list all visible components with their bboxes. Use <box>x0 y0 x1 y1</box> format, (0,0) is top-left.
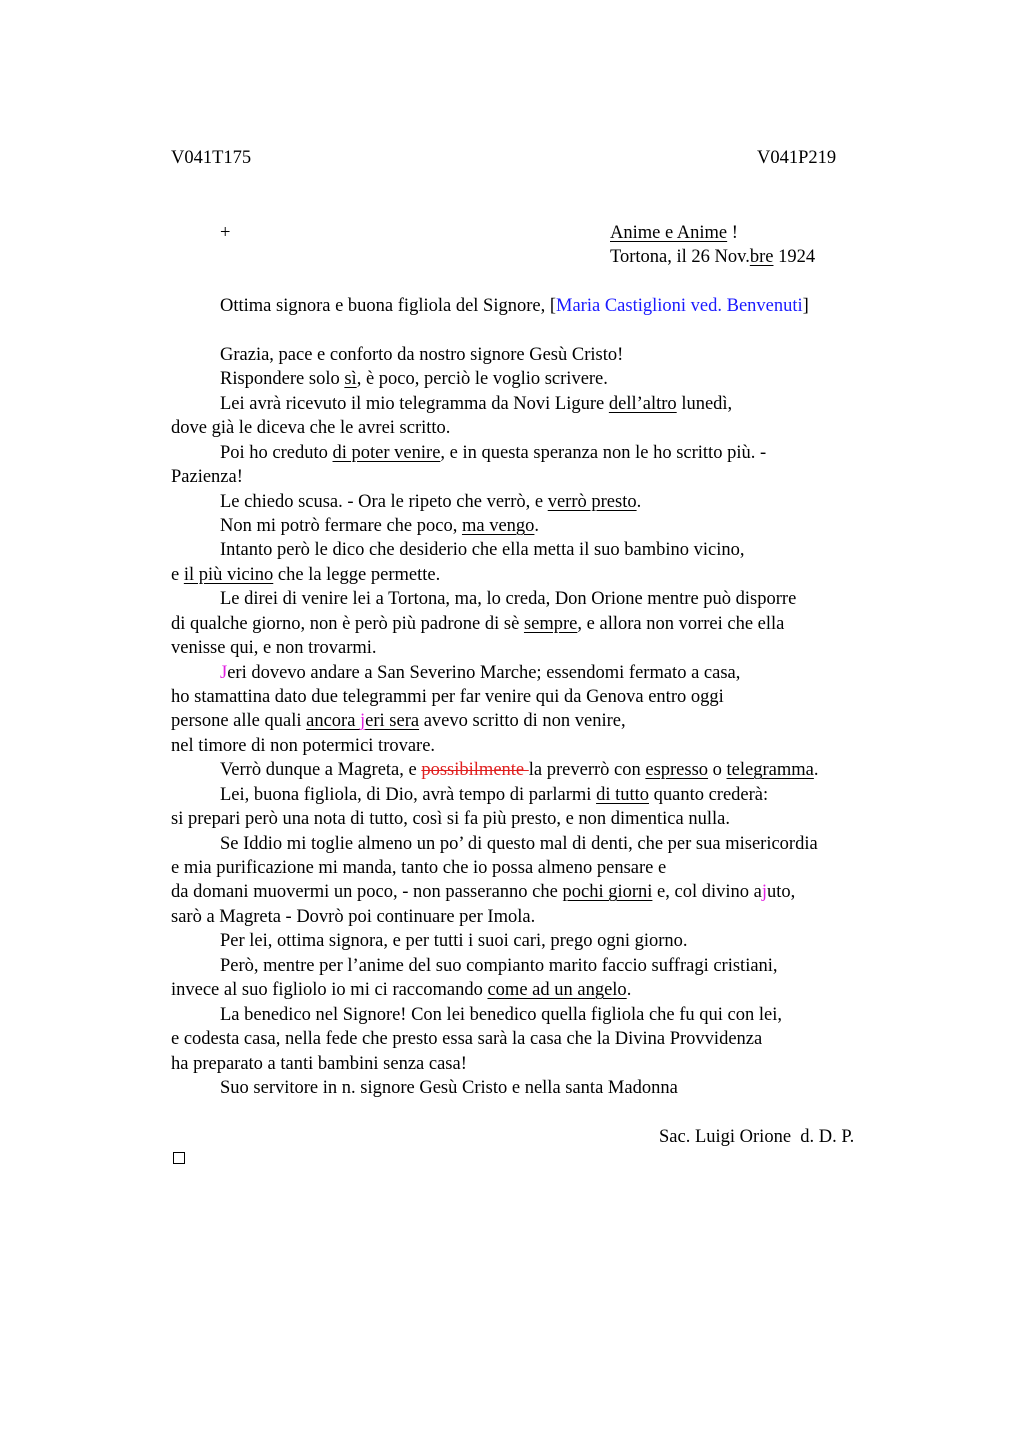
underlined-segment: come ad un angelo <box>487 980 627 1000</box>
text-segment: eri dovevo andare a San Severino Marche; essendomi fermato a casa, <box>227 663 741 683</box>
title-mark: ! <box>727 223 738 243</box>
text-segment: Poi ho creduto <box>220 443 333 463</box>
checkbox-square-icon <box>173 1152 185 1164</box>
body-line-15: ho stamattina dato due telegrammi per far venire qui da Genova entro oggi <box>171 687 724 707</box>
text-segment: Le chiedo scusa. - Ora le ripeto che verrò, e <box>220 492 548 512</box>
salutation-close: ] <box>802 296 809 316</box>
text-segment: da domani muovermi un poco, - non passeranno che <box>171 882 563 902</box>
body-line-6: Pazienza! <box>171 467 243 487</box>
salutation <box>220 294 809 318</box>
text-segment: . <box>636 492 642 512</box>
cross-mark: + <box>220 223 231 243</box>
underlined-segment: di tutto <box>596 785 649 805</box>
body-line-10 <box>171 563 440 587</box>
text-segment: quanto crederà: <box>649 785 769 805</box>
text-segment: persone alle quali <box>171 711 307 731</box>
correction-letter: j <box>360 711 366 731</box>
body-line-8 <box>220 514 539 538</box>
underlined-segment: eri sera <box>365 711 420 731</box>
date-post: 1924 <box>773 247 816 267</box>
text-segment: . <box>534 516 540 536</box>
text-segment: Non mi potrò fermare che poco, <box>220 516 462 536</box>
header-left-code: V041T175 <box>171 148 252 168</box>
body-line-28: La benedico nel Signore! Con lei benedico quella figliola che fu qui con lei, <box>220 1005 783 1025</box>
body-line-5 <box>220 441 766 465</box>
text-segment: la preverrò con <box>528 760 646 780</box>
body-line-17: nel timore di non potermici trovare. <box>171 736 436 756</box>
underlined-segment: sì <box>344 369 357 389</box>
body-line-23 <box>171 880 795 904</box>
body-line-13: venisse qui, e non trovarmi. <box>171 638 377 658</box>
text-segment: , è poco, perciò le voglio scrivere. <box>356 369 608 389</box>
text-segment: e <box>171 565 184 585</box>
body-line-30: ha preparato a tanti bambini senza casa! <box>171 1054 467 1074</box>
body-line-20: si prepari però una nota di tutto, così si fa più presto, e non dimentica nulla. <box>171 809 730 829</box>
body-line-3 <box>220 392 732 416</box>
body-line-31: Suo servitore in n. signore Gesù Cristo e nella santa Madonna <box>220 1078 678 1098</box>
body-line-4: dove già le diceva che le avrei scritto. <box>171 418 451 438</box>
body-line-18 <box>220 758 819 782</box>
body-line-29: e codesta casa, nella fede che presto essa sarà la casa che la Divina Provvidenza <box>171 1029 763 1049</box>
text-segment: . <box>813 760 819 780</box>
text-segment: Lei, buona figliola, di Dio, avrà tempo di parlarmi <box>220 785 597 805</box>
text-segment: Lei avrà ricevuto il mio telegramma da Novi Ligure <box>220 394 609 414</box>
deleted-word: possibilmente <box>421 760 529 780</box>
text-segment: lunedì, <box>676 394 733 414</box>
underlined-segment: dell’altro <box>608 394 677 414</box>
underlined-segment: ancora <box>306 711 361 731</box>
salutation-text: Ottima signora e buona figliola del Signore, [ <box>220 296 557 316</box>
body-line-9: Intanto però le dico che desiderio che ella metta il suo bambino vicino, <box>220 540 745 560</box>
underlined-segment: di poter venire <box>332 443 441 463</box>
body-line-21: Se Iddio mi toglie almeno un po’ di questo mal di denti, che per sua misericordia <box>220 834 818 854</box>
body-line-22: e mia purificazione mi manda, tanto che io possa almeno pensare e <box>171 858 667 878</box>
body-line-24: sarò a Magreta - Dovrò poi continuare per Imola. <box>171 907 536 927</box>
body-line-26: Però, mentre per l’anime del suo compianto marito faccio suffragi cristiani, <box>220 956 778 976</box>
text-segment: e, col divino a <box>652 882 762 902</box>
letter-title <box>610 221 738 245</box>
text-segment: o <box>708 760 727 780</box>
text-segment: . <box>626 980 632 1000</box>
letter-date <box>610 245 815 269</box>
body-line-7 <box>220 490 641 514</box>
body-line-27 <box>171 978 631 1002</box>
text-segment: , e allora non vorrei che ella <box>577 614 785 634</box>
date-pre: Tortona, il 26 Nov. <box>610 247 750 267</box>
body-line-25: Per lei, ottima signora, e per tutti i suoi cari, prego ogni giorno. <box>220 931 688 951</box>
underlined-segment: sempre <box>523 614 578 634</box>
text-segment: , e in questa speranza non le ho scritto più. - <box>440 443 767 463</box>
text-segment: che la legge permette. <box>273 565 441 585</box>
title-underlined: Anime e Anime <box>610 223 728 243</box>
body-line-16 <box>171 709 626 733</box>
underlined-segment: telegramma <box>726 760 814 780</box>
body-line-11: Le direi di venire lei a Tortona, ma, lo creda, Don Orione mentre può disporre <box>220 589 797 609</box>
header-right-code: V041P219 <box>757 148 837 168</box>
date-underlined: bre <box>749 247 774 267</box>
underlined-segment: pochi giorni <box>562 882 653 902</box>
text-segment: invece al suo figliolo io mi ci raccomando <box>171 980 488 1000</box>
text-segment: Verrò dunque a Magreta, e <box>220 760 422 780</box>
correction-letter: J <box>220 663 228 683</box>
body-line-2 <box>220 367 608 391</box>
body-line-19 <box>220 783 768 807</box>
underlined-segment: ma vengo <box>461 516 535 536</box>
text-segment: avevo scritto di non venire, <box>419 711 626 731</box>
body-line-14 <box>220 661 740 685</box>
body-line-12 <box>171 612 784 636</box>
body-line-1: Grazia, pace e conforto da nostro signore Gesù Cristo! <box>220 345 624 365</box>
text-segment: di qualche giorno, non è però più padrone di sè <box>171 614 524 634</box>
recipient-name: Maria Castiglioni ved. Benvenuti <box>556 296 803 316</box>
correction-letter: j <box>761 882 767 902</box>
underlined-segment: verrò presto <box>547 492 637 512</box>
underlined-segment: il più vicino <box>183 565 274 585</box>
text-segment: uto, <box>766 882 796 902</box>
underlined-segment: espresso <box>645 760 709 780</box>
signature: Sac. Luigi Orione d. D. P. <box>659 1127 855 1147</box>
text-segment: Rispondere solo <box>220 369 345 389</box>
